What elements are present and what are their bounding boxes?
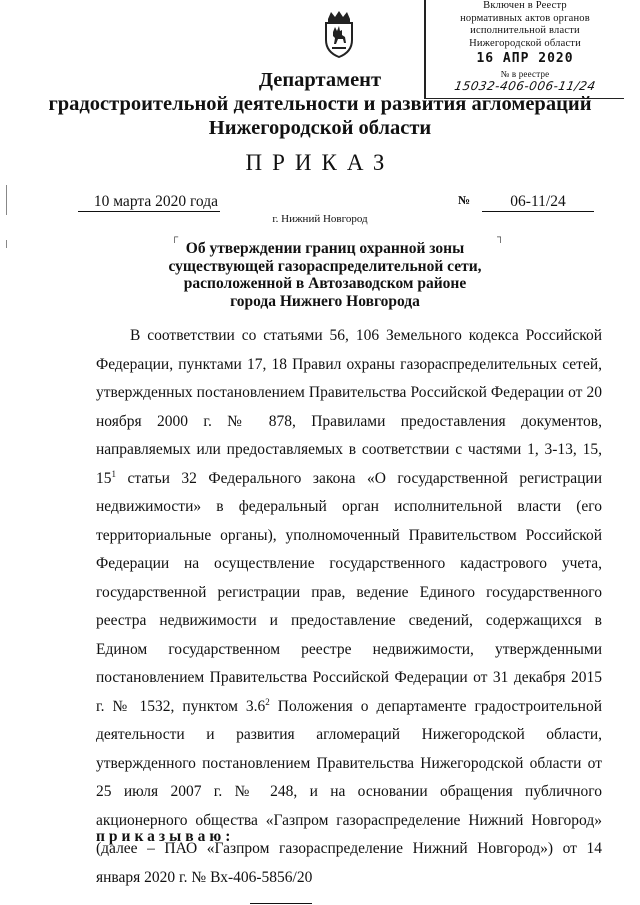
footnote-marker: 2 xyxy=(265,696,270,707)
scan-edge-mark xyxy=(6,185,7,215)
stamp-line: Включен в Реестр xyxy=(483,0,567,11)
order-title: ПРИКАЗ xyxy=(245,150,395,175)
order-number: 06-11/24 xyxy=(482,193,594,212)
orders-keyword: приказываю: xyxy=(96,828,235,845)
stamp-line: исполнительной власти xyxy=(470,25,580,37)
footer-divider xyxy=(250,903,312,904)
city-name: г. Нижний Новгород xyxy=(272,213,368,225)
corner-mark-right: ┐ xyxy=(497,232,505,243)
subject-line: существующей газораспределительной сети, xyxy=(168,257,482,275)
corner-mark-left: ┌ xyxy=(171,232,179,243)
department-title-line1: Департамент xyxy=(258,69,382,91)
subject-line: города Нижнего Новгорода xyxy=(230,292,420,310)
stamp-reg-label: № в реестре xyxy=(500,68,550,79)
stamp-line: Нижегородской области xyxy=(469,37,581,49)
stamp-reg-number: 15032-406-006-11/24 xyxy=(453,78,597,93)
stamp-line: нормативных актов органов xyxy=(460,12,590,24)
department-title-line3: Нижегородской области xyxy=(208,117,432,139)
preamble-paragraph xyxy=(96,322,602,892)
department-title-line2: градостроительной деятельности и развития агломераций xyxy=(48,93,592,115)
scan-edge-mark xyxy=(6,240,7,248)
order-date: 10 марта 2020 года xyxy=(78,193,220,212)
preamble-text-part1: В соответствии со статьями 56, 106 Земельного кодекса Российской Федерации, пунктами 17, 18 Правил охраны газораспределительных сетей, утвержденных постановлением Правительства Российской Федерации от 20 ноября 2000 г. № 878, Правилами предоставления документов, направляемых или предоставляемых в соответствии с частями 1, 3-13, 15, 15 xyxy=(96,327,602,487)
footnote-marker: 1 xyxy=(111,468,116,479)
number-sign: № xyxy=(458,193,471,207)
subject-line: расположенной в Автозаводском районе xyxy=(183,275,467,292)
order-subject xyxy=(160,240,490,310)
coat-of-arms-icon xyxy=(320,10,358,58)
stamp-date: 16 АПР 2020 xyxy=(476,51,574,67)
subject-line: Об утверждении границ охранной зоны xyxy=(185,240,465,257)
preamble-text-part2: статьи 32 Федерального закона «О государственной регистрации недвижимости» в федеральный орган исполнительной власти (его территориальные органы), уполномоченный Правительством Российской Федерации на осуществление государственного кадастрового учета, государственной регистрации прав, ведение Единого государственного реестра недвижимости и предоставление сведений, содержащихся в Едином государственном реестре недвижимости, утвержденными постановлением Правительства Российской Федерации от 31 декабря 2015 г. № 1532, пунктом 3.6 xyxy=(96,469,602,715)
preamble-text-part3: Положения о департаменте градостроительной деятельности и развития агломераций Нижегородской области, утвержденного постановлением Правительства Нижегородской области от 25 июля 2007 г. № 248, и на основании обращения публичного акционерного общества «Газпром газораспределение Нижний Новгород» (далее – ПАО «Газпром газораспределение Нижний Новгород») от 14 января 2020 г. № Вх-406-5856/20 xyxy=(96,697,602,886)
